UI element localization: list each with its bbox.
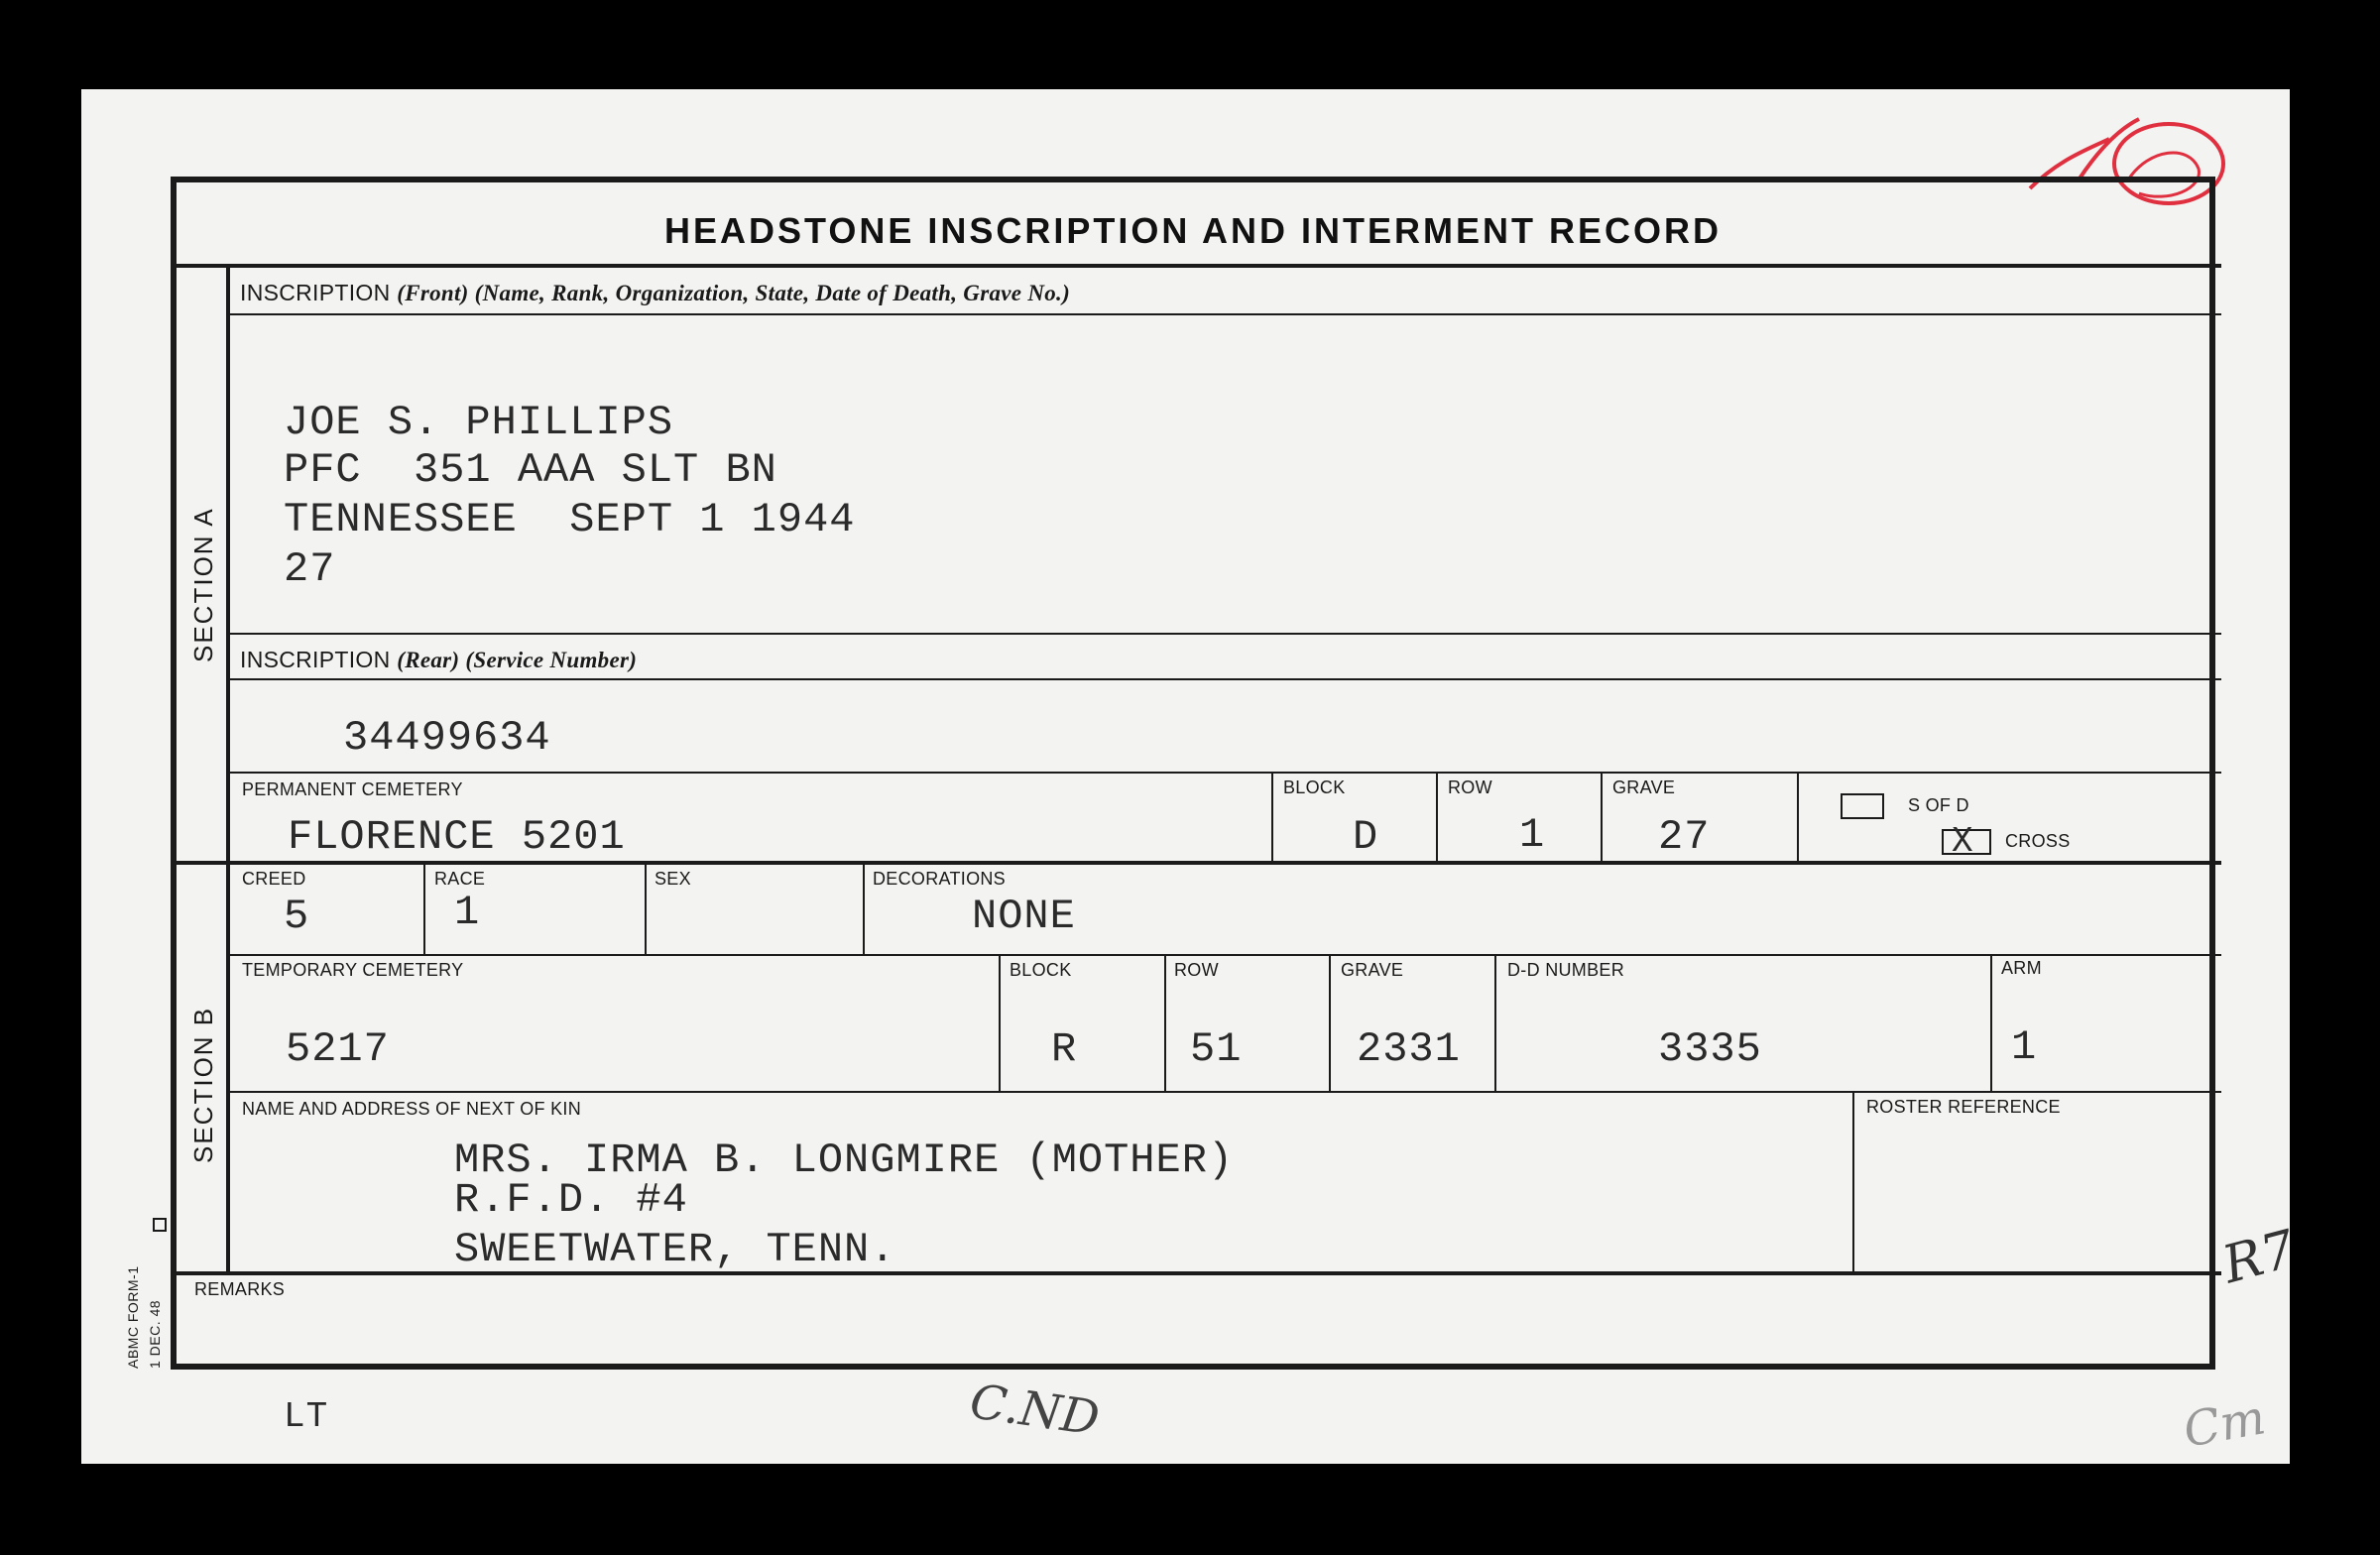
permanent-block-label: BLOCK (1283, 778, 1346, 797)
permanent-row-value: 1 (1519, 811, 1546, 859)
record-card (81, 89, 2302, 1464)
temporary-grave-label: GRAVE (1341, 960, 1404, 980)
service-number: 34499634 (343, 714, 551, 762)
cross-checkbox-mark: X (1952, 821, 1974, 862)
next-of-kin-label: NAME AND ADDRESS OF NEXT OF KIN (242, 1099, 582, 1119)
permanent-row-label: ROW (1448, 778, 1492, 797)
inscription-front-line3: TENNESSEE SEPT 1 1944 (284, 496, 856, 543)
sofd-label: S OF D (1908, 795, 1969, 815)
inscription-front-line1: JOE S. PHILLIPS (284, 399, 674, 446)
race-value: 1 (454, 889, 481, 936)
inscription-front-label-detail: (Front) (Name, Rank, Organization, State, Date of Death, Grave No.) (397, 281, 1071, 305)
form-number: ABMC FORM-1 (125, 1265, 141, 1369)
temporary-block-label: BLOCK (1010, 960, 1072, 980)
temporary-grave-value: 2331 (1357, 1025, 1461, 1073)
inscription-rear-label (240, 647, 637, 673)
arm-label: ARM (2001, 958, 2042, 978)
next-of-kin-line3: SWEETWATER, TENN. (454, 1226, 896, 1273)
race-label: RACE (434, 869, 486, 889)
permanent-block-value: D (1353, 813, 1379, 861)
inscription-front-label (240, 280, 1070, 306)
sofd-checkbox (1841, 793, 1884, 819)
bottom-left-annotation: LT (284, 1396, 329, 1437)
next-of-kin-line2: R.F.D. #4 (454, 1176, 688, 1224)
creed-value: 5 (284, 893, 310, 940)
dd-number-label: D-D NUMBER (1507, 960, 1624, 980)
sex-label: SEX (654, 869, 691, 889)
inscription-front-line4: 27 (284, 545, 336, 593)
roster-reference-label: ROSTER REFERENCE (1866, 1097, 2061, 1117)
cross-label: CROSS (2005, 831, 2071, 851)
permanent-cemetery-label: PERMANENT CEMETERY (242, 779, 463, 799)
bottom-right-annotation: Cm (2179, 1389, 2270, 1459)
inscription-front-label-prefix: INSCRIPTION (240, 280, 391, 305)
permanent-cemetery-value: FLORENCE 5201 (288, 813, 626, 861)
decorations-label: DECORATIONS (873, 869, 1006, 889)
temporary-row-label: ROW (1174, 960, 1219, 980)
form-date: 1 DEC. 48 (147, 1299, 163, 1369)
creed-label: CREED (242, 869, 306, 889)
section-b-label: SECTION B (188, 1006, 218, 1163)
side-mark-annotation: R7 (2216, 1219, 2302, 1296)
dd-number-value: 3335 (1658, 1025, 1762, 1073)
permanent-grave-label: GRAVE (1612, 778, 1676, 797)
decorations-value: NONE (972, 893, 1076, 940)
inscription-front-line2: PFC 351 AAA SLT BN (284, 446, 777, 494)
next-of-kin-line1: MRS. IRMA B. LONGMIRE (MOTHER) (454, 1136, 1235, 1184)
temporary-block-value: R (1051, 1025, 1078, 1073)
temporary-cemetery-label: TEMPORARY CEMETERY (242, 960, 464, 980)
form-number-box-icon (153, 1218, 167, 1232)
permanent-grave-value: 27 (1658, 813, 1711, 861)
remarks-label: REMARKS (194, 1279, 286, 1299)
temporary-cemetery-value: 5217 (286, 1025, 390, 1073)
bottom-middle-annotation: C.ND (966, 1374, 1104, 1447)
inscription-rear-label-prefix: INSCRIPTION (240, 647, 391, 672)
section-a-label: SECTION A (188, 507, 218, 662)
inscription-rear-label-detail: (Rear) (Service Number) (397, 648, 638, 672)
arm-value: 1 (2011, 1023, 2038, 1071)
form-title: HEADSTONE INSCRIPTION AND INTERMENT RECORD (663, 210, 1723, 251)
temporary-row-value: 51 (1190, 1025, 1243, 1073)
